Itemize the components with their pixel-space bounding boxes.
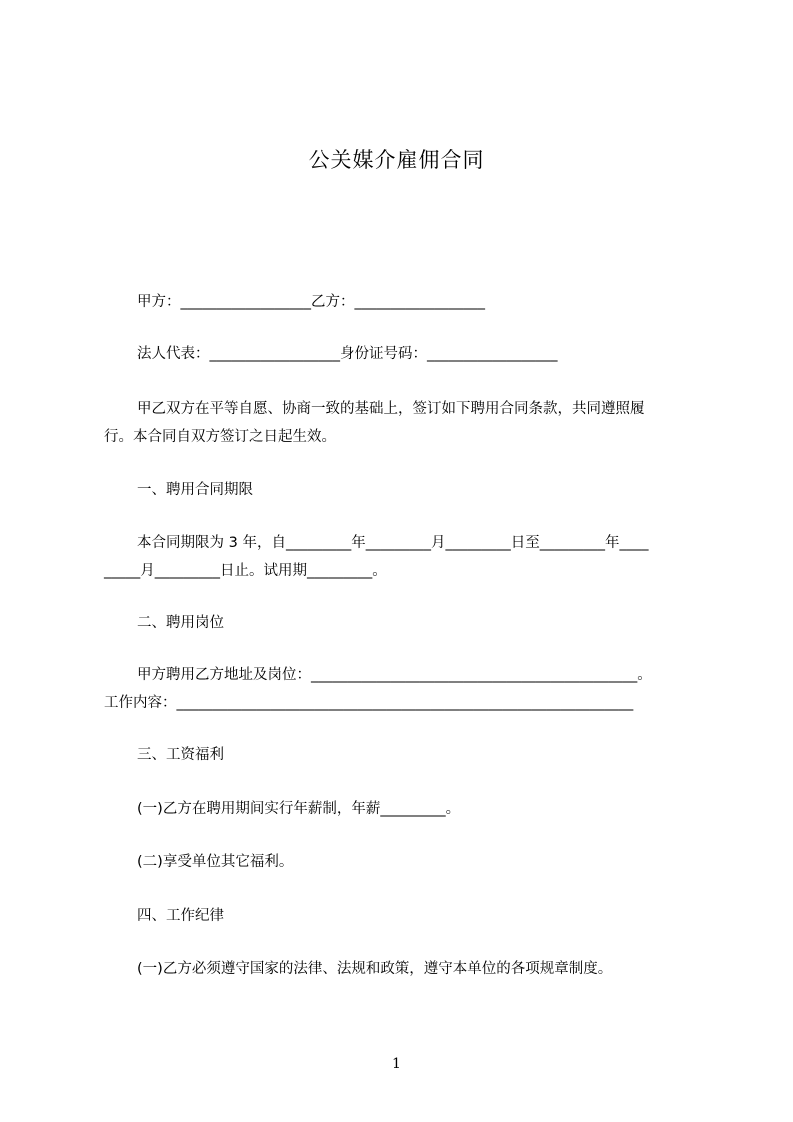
section-1-line-1: 本合同期限为 3 年，自_________年_________月_________日至_________年____	[137, 535, 649, 551]
rep-label: 法人代表：	[137, 346, 210, 362]
section-2-line-2: 工作内容：_______________________________________________________________	[104, 695, 634, 711]
section-3-heading: 三、工资福利	[137, 747, 224, 763]
section-4-item-1: (一)乙方必须遵守国家的法律、法规和政策，遵守本单位的各项规章制度。	[137, 961, 613, 977]
party-b-label: 乙方：	[311, 294, 355, 310]
rep-blank: __________________	[209, 346, 340, 362]
party-b-blank: __________________	[354, 294, 485, 310]
section-1-heading: 一、聘用合同期限	[137, 482, 253, 498]
party-line	[137, 293, 485, 311]
party-a-label: 甲方：	[137, 294, 181, 310]
page-number: 1	[392, 1056, 401, 1072]
document-title: 公关媒介雇佣合同	[308, 148, 485, 172]
section-4-heading: 四、工作纪律	[137, 908, 224, 924]
section-3-item-2: (二)享受单位其它福利。	[137, 854, 294, 870]
section-2-heading: 二、聘用岗位	[137, 615, 224, 631]
section-3-item-1: (一)乙方在聘用期间实行年薪制，年薪_________。	[137, 801, 461, 817]
section-2-line-1: 甲方聘用乙方地址及岗位：_____________________________________________。	[137, 667, 652, 683]
party-a-blank: __________________	[180, 294, 311, 310]
representative-line	[137, 345, 558, 363]
id-blank: __________________	[427, 346, 558, 362]
section-1-line-2: _____月_________日止。试用期_________。	[104, 563, 387, 579]
intro-line-2: 行。本合同自双方签订之日起生效。	[104, 429, 336, 445]
intro-line-1: 甲乙双方在平等自愿、协商一致的基础上，签订如下聘用合同条款，共同遵照履	[137, 401, 645, 417]
id-label: 身份证号码：	[340, 346, 427, 362]
